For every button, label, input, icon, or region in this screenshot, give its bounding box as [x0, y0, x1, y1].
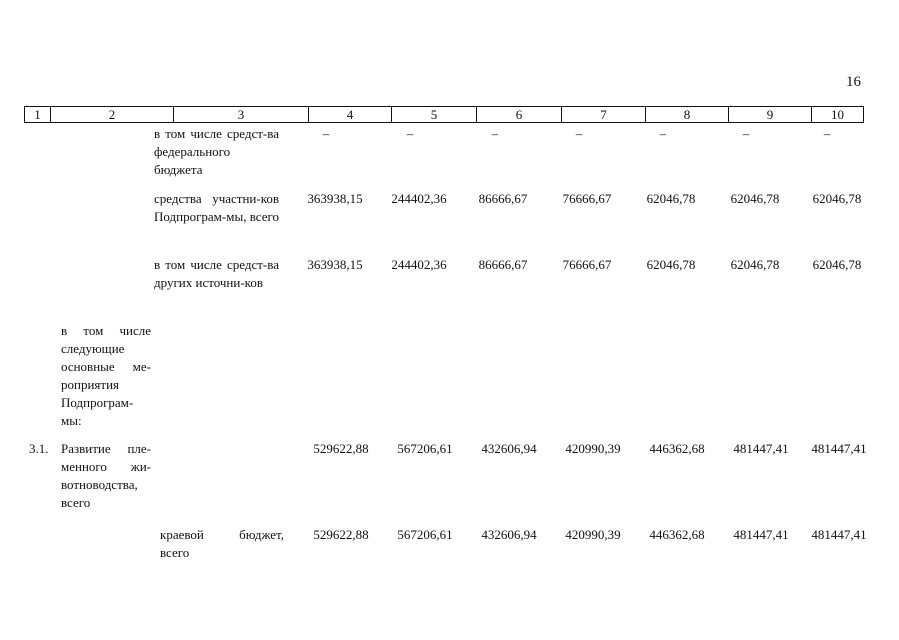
row-3-1-number: 3.1. [29, 441, 49, 456]
page-number: 16 [846, 74, 861, 90]
row-regional-budget-col6: 432606,94 [481, 527, 537, 542]
row-3-1-label: Развитие пле-менного жи-вотноводства, всего [61, 441, 151, 510]
row-participants-label: средства участни-ков Подпрограм-мы, всего [154, 191, 279, 224]
row-participants-col6: 86666,67 [478, 191, 528, 206]
row-other-sources-col4: 363938,15 [307, 257, 363, 272]
row-participants-col7: 76666,67 [562, 191, 612, 206]
row-participants-col5: 244402,36 [391, 191, 447, 206]
header-cell-4: 4 [308, 106, 392, 123]
row-3-1-col5: 567206,61 [397, 441, 453, 456]
row-regional-budget-col8: 446362,68 [649, 527, 705, 542]
row-regional-budget-col10: 481447,41 [811, 527, 867, 542]
table-header-row [24, 106, 864, 123]
row-federal-budget-col5: – [406, 126, 414, 141]
row-other-sources-label: в том числе средст-ва других источни-ков [154, 257, 279, 290]
row-regional-budget-col9: 481447,41 [733, 527, 789, 542]
row-regional-budget-col7: 420990,39 [565, 527, 621, 542]
row-regional-budget-col5: 567206,61 [397, 527, 453, 542]
row-participants-col8: 62046,78 [646, 191, 696, 206]
header-cell-7: 7 [561, 106, 646, 123]
row-other-sources-col7: 76666,67 [562, 257, 612, 272]
header-cell-2: 2 [50, 106, 174, 123]
header-cell-3: 3 [173, 106, 309, 123]
header-cell-5: 5 [391, 106, 477, 123]
row-3-1-col10: 481447,41 [811, 441, 867, 456]
row-federal-budget-col10: – [823, 126, 831, 141]
row-federal-budget-col8: – [659, 126, 667, 141]
row-other-sources-col8: 62046,78 [646, 257, 696, 272]
row-3-1-col4: 529622,88 [313, 441, 369, 456]
row-3-1-col9: 481447,41 [733, 441, 789, 456]
row-federal-budget-label: в том числе средст-ва федерального бюджета [154, 126, 279, 177]
row-federal-budget-col6: – [491, 126, 499, 141]
header-cell-9: 9 [728, 106, 812, 123]
row-other-sources-col6: 86666,67 [478, 257, 528, 272]
row-participants-col9: 62046,78 [730, 191, 780, 206]
row-participants-col4: 363938,15 [307, 191, 363, 206]
row-3-1-col8: 446362,68 [649, 441, 705, 456]
row-3-1-col7: 420990,39 [565, 441, 621, 456]
row-other-sources-col9: 62046,78 [730, 257, 780, 272]
row-other-sources-col5: 244402,36 [391, 257, 447, 272]
row-regional-budget-label: краевой бюджет, всего [160, 527, 284, 560]
row-regional-budget-col4: 529622,88 [313, 527, 369, 542]
header-cell-1: 1 [24, 106, 51, 123]
row-federal-budget-col4: – [322, 126, 330, 141]
row-other-sources-col10: 62046,78 [812, 257, 862, 272]
header-cell-6: 6 [476, 106, 562, 123]
header-cell-8: 8 [645, 106, 729, 123]
row-main-activities-label: в том числе следующие основные ме-роприятия Подпрограм-мы: [61, 323, 151, 428]
header-cell-10: 10 [811, 106, 864, 123]
row-3-1-col6: 432606,94 [481, 441, 537, 456]
row-participants-col10: 62046,78 [812, 191, 862, 206]
row-federal-budget-col7: – [575, 126, 583, 141]
row-federal-budget-col9: – [742, 126, 750, 141]
